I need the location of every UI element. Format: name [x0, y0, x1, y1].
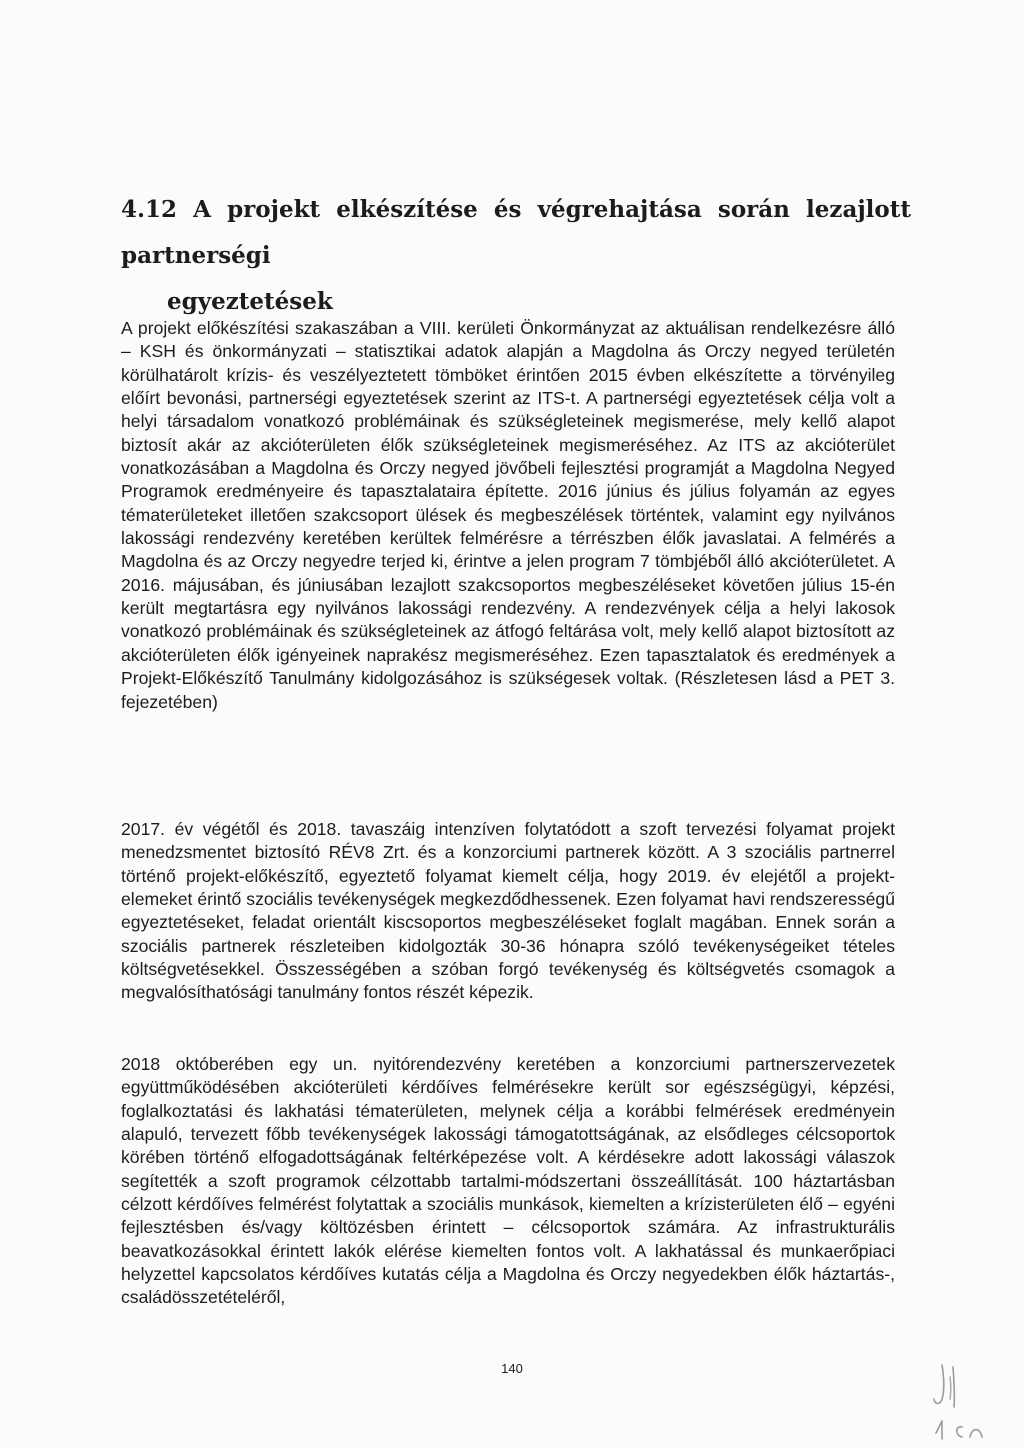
page-number: 140: [501, 1361, 523, 1376]
paragraph-3: 2018 októberében egy un. nyitórendezvény keretében a konzorciumi partnerszervezetek együttműködésében akcióterületi kérdőíves felmérésekre került sor egészségügyi, képzési, foglalkoztatási és lakhatási tématerületen, melynek célja a korábbi felmérések eredményein alapuló, tervezett főbb tevékenységek lakossági támogatottságának, az elsődleges célcsoportok körében történő elfogadottságának feltérképezése volt. A kérdésekre adott lakossági válaszok segítették a szoft programok célzottabb tartalmi-módszertani összeállítását. 100 háztartásban célzott kérdőíves felmérést folytattak a szociális munkások, kiemelten a krízisterületen élő – egyéni fejlesztésben és/vagy költözésben érintett – célcsoportok számára. Az infrastrukturális beavatkozásokkal érintett lakók elérése kiemelten fontos volt. A lakhatással és munkaerőpiaci helyzettel kapcsolatos kérdőíves kutatás célja a Magdolna és Orczy negyedekben élők háztartás-, családösszetételéről,: [121, 1054, 895, 1308]
section-heading-line-1: 4.12 A projekt elkészítése és végrehajtása során lezajlott partnerségi: [121, 196, 911, 269]
section-heading: [121, 187, 911, 325]
paragraph-1: A projekt előkészítési szakaszában a VIII. kerületi Önkormányzat az aktuálisan rendelkezésre álló – KSH és önkormányzati – statisztikai adatok alapján a Magdolna ás Orczy negyed területén körülhatárolt krízis- és veszélyeztetett tömböket érintően 2015 évben elkészítette a törvényileg előírt bevonási, partnerségi egyeztetések szerint az ITS-t. A partnerségi egyeztetések célja volt a helyi társadalom vonatkozó problémáinak és szükségleteinek megismerése, mely kellő alapot biztosít akár az akcióterületen élők szükségleteinek megismeréséhez. Az ITS az akcióterület vonatkozásában a Magdolna és Orczy negyed jövőbeli fejlesztési programját a Magdolna Negyed Programok eredményeire és tapasztalataira építette. 2016 június és július folyamán az egyes tématerületeket illetően szakcsoport ülések és megbeszélések történtek, valamint egy nyilvános lakossági rendezvény keretében kerültek felmérésre a térrészben élők javaslatai. A felmérés a Magdolna és az Orczy negyedre terjed ki, érintve a jelen program 7 tömbjéből álló akcióterületet. A 2016. májusában, és júniusában lezajlott szakcsoportos megbeszéléseket követően július 15-én került megtartásra egy nyilvános lakossági rendezvény. A rendezvények célja a helyi lakosok vonatkozó problémáinak és szükségleteinek az átfogó feltárása volt, mely kellő alapot biztosított az akcióterületen élők igényeinek naprakész megismeréséhez. Ezen tapasztalatok és eredmények a Projekt-Előkészítő Tanulmány kidolgozásához is szükségesek voltak. (Részletesen lásd a PET 3. fejezetében): [121, 318, 895, 712]
paragraph-2: 2017. év végétől és 2018. tavaszáig intenzíven folytatódott a szoft tervezési folyamat projekt menedzsmentet biztosító RÉV8 Zrt. és a konzorciumi partnerek között. A 3 szociális partnerrel történő projekt-előkészítő, egyeztető folyamat kiemelt célja, hogy 2019. év elejétől a projekt-elemeket érintő szociális tevékenységek megkezdődhessenek. Ezen folyamat havi rendszerességű egyeztetéseket, feladat orientált kiscsoportos megbeszéléseket foglalt magában. Ennek során a szociális partnerek részleteiben kidolgozták 30-36 hónapra szóló tevékenységeiket tételes költségvetésekkel. Összességében a szóban forgó tevékenység és költségvetés csomagok a megvalósíthatósági tanulmány fontos részét képezik.: [121, 819, 895, 1003]
handwritten-signature: [920, 1355, 1010, 1445]
section-heading-line-2: egyeztetések: [167, 288, 333, 315]
